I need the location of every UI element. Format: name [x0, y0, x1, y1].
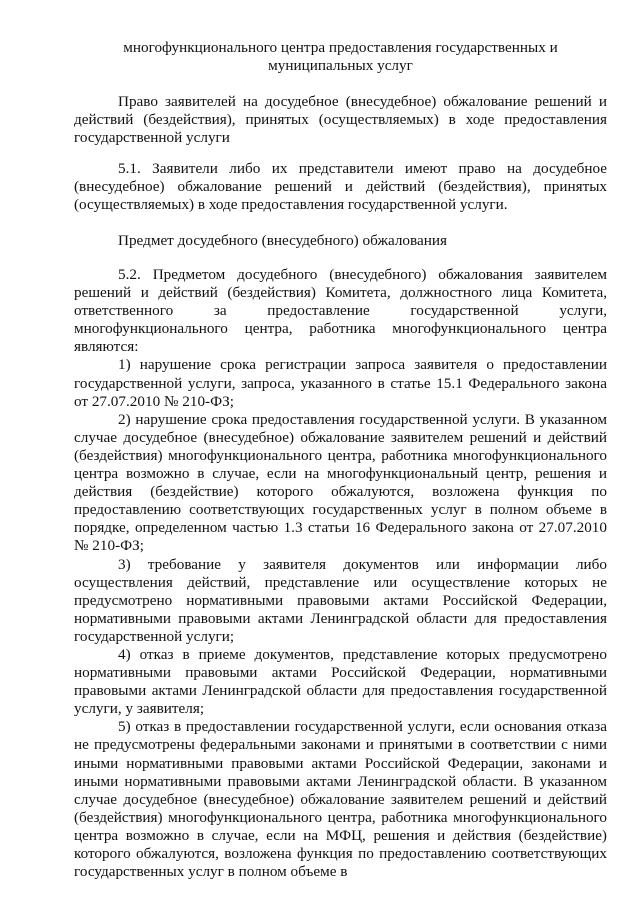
- list-item-1: 1) нарушение срока регистрации запроса заявителя о предоставлении государственной услуги, запроса, указанного в статье 15.1 Федерального закона от 27.07.2010 № 210-ФЗ;: [74, 356, 607, 410]
- list-item-4: 4) отказ в приеме документов, представление которых предусмотрено нормативными правовыми актами Российской Федерации, нормативными правовыми актами Ленинградской области для предоставления государственной услуги, у заявителя;: [74, 645, 607, 718]
- paragraph-5-1: 5.1. Заявители либо их представители имеют право на досудебное (внесудебное) обжалование решений и действий (бездействия), принятых (осуществляемых) в ходе предоставления государственной услуги.: [74, 160, 607, 214]
- header-title: [74, 39, 607, 75]
- header-line-1: многофункционального центра предоставления государственных и: [123, 39, 558, 56]
- list-item-3: 3) требование у заявителя документов или информации либо осуществления действий, представление или осуществление которых не предусмотрено нормативными правовыми актами Российской Федерации, нормативными правовыми актами Ленинградской области для предоставления государственной услуги;: [74, 555, 607, 645]
- list-item-5: 5) отказ в предоставлении государственной услуги, если основания отказа не предусмотрены федеральными законами и принятыми в соответствии с ними иными нормативными правовыми актами Российской Федерации, законами и иными нормативными правовыми актами Ленинградской области. В указанном случае досудебное (внесудебное) обжалование заявителем решений и действий (бездействия) многофункционального центра, работника многофункционального центра возможно в случае, если на МФЦ, решения и действия (бездействие) которого обжалуются, возложена функция по предоставлению соответствующих государственных услуг в полном объеме в: [74, 718, 607, 881]
- header-line-2: муниципальных услуг: [268, 57, 413, 75]
- paragraph-5-2: 5.2. Предметом досудебного (внесудебного) обжалования заявителем решений и действий (бездействия) Комитета, должностного лица Комитета, ответственного за предоставление государственной услуги, многофункционального центра, работника многофункционального центра являются:: [74, 266, 607, 356]
- list-item-2: 2) нарушение срока предоставления государственной услуги. В указанном случае досудебное (внесудебное) обжалование заявителем решений и действий (бездействия) многофункционального центра, работника многофункционального центра возможно в случае, если на многофункциональный центр, решения и действия (бездействие) которого обжалуются, возложена функция по предоставлению соответствующих государственных услуг в полном объеме в порядке, определенном частью 1.3 статьи 16 Федерального закона от 27.07.2010 № 210-ФЗ;: [74, 410, 607, 555]
- section-heading-subject: Предмет досудебного (внесудебного) обжалования: [118, 232, 447, 249]
- paragraph-5-2-block: [74, 266, 607, 881]
- section-heading-rights: Право заявителей на досудебное (внесудебное) обжалование решений и действий (бездействия), принятых (осуществляемых) в ходе предоставления государственной услуги: [74, 93, 607, 147]
